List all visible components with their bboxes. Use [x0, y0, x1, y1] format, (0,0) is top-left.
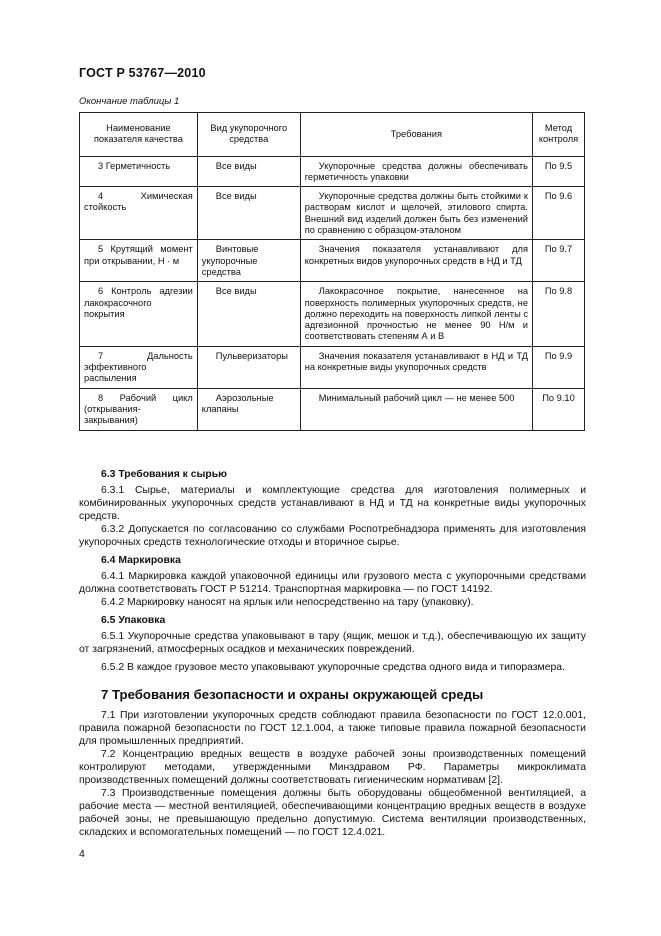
section-6-5-title: 6.5 Упаковка	[101, 615, 166, 626]
section-7-title: 7 Требования безопасности и охраны окружающей среды	[101, 687, 484, 702]
header-control-method: Метод контроля	[533, 113, 585, 157]
page-number: 4	[79, 848, 85, 860]
paragraph-6-4-2: 6.4.2 Маркировку наносят на ярлык или непосредственно на тару (упаковку).	[101, 597, 474, 608]
table-row	[80, 346, 585, 388]
header-quality-indicator: Наименование показателя качества	[80, 113, 198, 157]
paragraph-6-4-1: 6.4.1 Маркировка каждой упаковочной единицы или грузового места с укупорочными средствами должна соответствовать ГОСТ Р 51214. Транспортная маркировка — по ГОСТ 14192.	[79, 571, 586, 595]
header-requirements: Требования	[300, 113, 532, 157]
cell-closure-type: Винтовые укупорочные средства	[197, 240, 300, 282]
section-6-4-title: 6.4 Маркировка	[101, 555, 181, 566]
paragraph-7-3: 7.3 Производственные помещения должны быть оборудованы общеобменной вентиляцией, а рабочие места — местной вентиляцией, обеспечивающими концентрацию вредных веществ в воздухе рабочей зоны, не превышающую предельно допустимую. Система вентиляции производственных, складских и вспомогательных помещений — по ГОСТ 12.4.021.	[79, 788, 586, 838]
cell-requirement: Значения показателя устанавливают в НД и ТД на конкретные виды укупорочных средств	[300, 346, 532, 388]
cell-requirement: Укупорочные средства должны обеспечивать герметичность упаковки	[300, 156, 532, 187]
cell-requirement: Укупорочные средства должны быть стойкими к растворам кислот и щелочей, этилового спирта. Внешний вид изделий должен быть без изменений по сравнению с образцом-эталоном	[300, 187, 532, 240]
paragraph-7-2: 7.2 Концентрацию вредных веществ в воздухе рабочей зоны производственных помещений контролируют методами, утвержденными Минздравом РФ. Параметры микроклимата производственных помещений должны соответствовать гигиеническим нормативам [2].	[79, 749, 586, 786]
header-closure-type: Вид укупорочного средства	[197, 113, 300, 157]
cell-method: По 9.10	[533, 388, 585, 430]
cell-indicator: 4 Химическая стойкость	[80, 187, 198, 240]
cell-closure-type: Все виды	[197, 187, 300, 240]
cell-indicator: 5 Крутящий момент при открывании, Н · м	[80, 240, 198, 282]
table-row	[80, 388, 585, 430]
cell-indicator: 3 Герметичность	[80, 156, 198, 187]
cell-closure-type: Все виды	[197, 282, 300, 346]
cell-closure-type: Все виды	[197, 156, 300, 187]
paragraph-6-3-2: 6.3.2 Допускается по согласованию со службами Роспотребнадзора применять для изготовления укупорочных средств технологические отходы и вторичное сырье.	[79, 524, 586, 548]
cell-indicator: 8 Рабочий цикл (открывания-закрывания)	[80, 388, 198, 430]
cell-method: По 9.9	[533, 346, 585, 388]
cell-requirement: Минимальный рабочий цикл — не менее 500	[300, 388, 532, 430]
section-6-3-title: 6.3 Требования к сырью	[101, 469, 228, 480]
cell-method: По 9.7	[533, 240, 585, 282]
requirements-table	[79, 112, 585, 431]
table-row	[80, 240, 585, 282]
cell-requirement: Лакокрасочное покрытие, нанесенное на поверхность полимерных укупорочных средств, не должно переходить на поверхность липкой ленты с адгезионной прочностью не менее 90 Н/м и соответствовать степеням А и В	[300, 282, 532, 346]
cell-requirement: Значения показателя устанавливают для конкретных видов укупорочных средств в НД и ТД	[300, 240, 532, 282]
paragraph-7-1: 7.1 При изготовлении укупорочных средств соблюдают правила безопасности по ГОСТ 12.0.001, правила пожарной безопасности по ГОСТ 12.1.004, а также типовые правила пожарной безопасности для промышленных предприятий.	[79, 710, 586, 747]
cell-indicator: 7 Дальность эффективного распыления	[80, 346, 198, 388]
table-header-row	[80, 113, 585, 157]
cell-closure-type: Пульверизаторы	[197, 346, 300, 388]
paragraph-6-5-2: 6.5.2 В каждое грузовое место упаковывают укупорочные средства одного вида и типоразмера.	[101, 662, 565, 673]
table-row	[80, 187, 585, 240]
paragraph-6-5-1: 6.5.1 Укупорочные средства упаковывают в тару (ящик, мешок и т.д.), обеспечивающую их защиту от загрязнений, атмосферных осадков и механических повреждений.	[79, 631, 586, 655]
cell-method: По 9.6	[533, 187, 585, 240]
cell-method: По 9.5	[533, 156, 585, 187]
cell-closure-type: Аэрозольные клапаны	[197, 388, 300, 430]
cell-method: По 9.8	[533, 282, 585, 346]
document-body	[79, 463, 586, 839]
table-caption: Окончание таблицы 1	[79, 96, 180, 107]
document-header: ГОСТ Р 53767—2010	[79, 66, 206, 80]
paragraph-6-3-1: 6.3.1 Сырье, материалы и комплектующие средства для изготовления полимерных и комбинированных укупорочных средств устанавливают в НД и ТД на конкретные виды укупорочных средств.	[79, 485, 586, 522]
table-row	[80, 156, 585, 187]
table-row	[80, 282, 585, 346]
cell-indicator: 6 Контроль адгезии лакокрасочного покрытия	[80, 282, 198, 346]
